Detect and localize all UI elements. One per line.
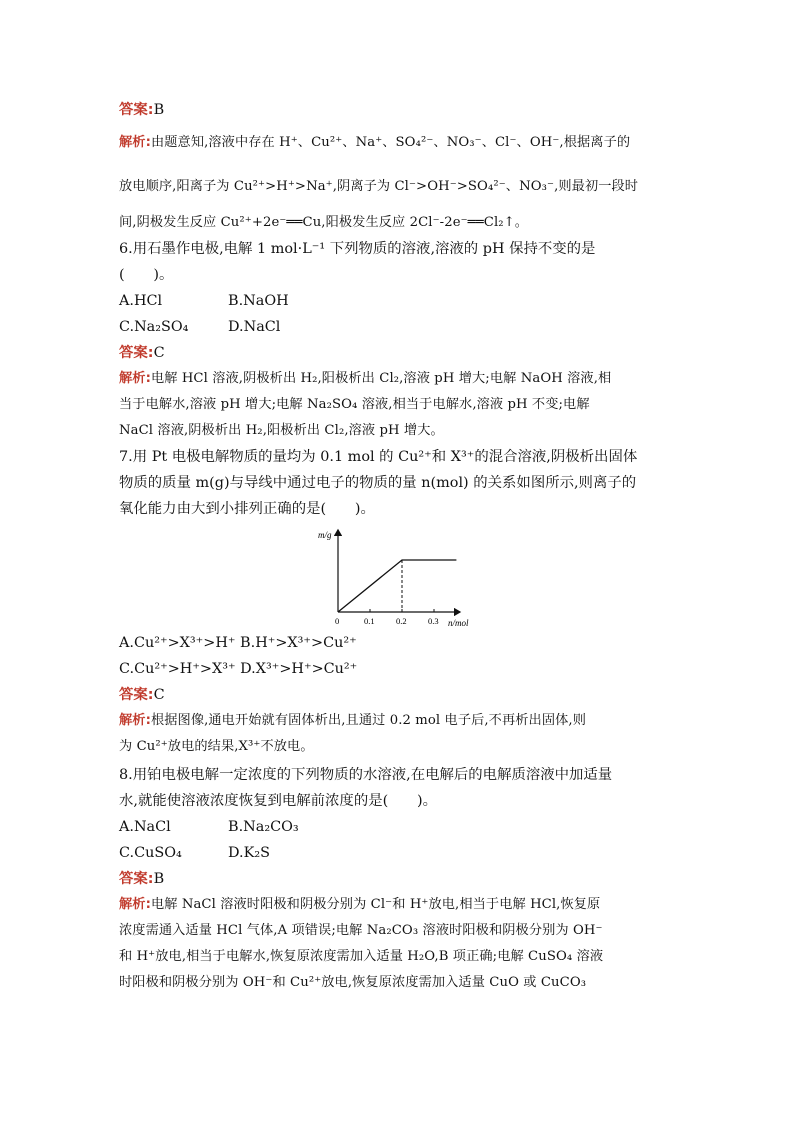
q7-analysis-line-1: 解析:根据图像,通电开始就有固体析出,且通过 0.2 mol 电子后,不再析出固体,则 bbox=[119, 713, 586, 728]
q7-stem-line-2: 物质的质量 m(g)与导线中通过电子的物质的量 n(mol) 的关系如图所示,则离子的 bbox=[119, 475, 637, 491]
answer-label: 答案 bbox=[119, 102, 148, 118]
q8-option-d: D.K₂S bbox=[228, 845, 270, 861]
analysis-label: 解析 bbox=[119, 135, 146, 150]
q8-answer-value: B bbox=[153, 871, 165, 887]
q6-answer-line: 答案:C bbox=[119, 345, 165, 361]
q6-option-a: A.HCl bbox=[119, 293, 163, 309]
q8-analysis-line-3: 和 H⁺放电,相当于电解水,恢复原浓度需加入适量 H₂O,B 项正确;电解 CuSO₄ 溶液 bbox=[119, 949, 604, 964]
x-axis-label: n/mol bbox=[448, 618, 469, 628]
q8-option-b: B.Na₂CO₃ bbox=[228, 819, 299, 835]
series-line bbox=[338, 560, 456, 612]
q5-analysis-line-3: 间,阴极发生反应 Cu²⁺+2e⁻══Cu,阳极发生反应 2Cl⁻-2e⁻══Cl₂↑。 bbox=[119, 215, 529, 230]
q6-stem-line-1: 6.用石墨作电极,电解 1 mol·L⁻¹ 下列物质的溶液,溶液的 pH 保持不变的是 bbox=[119, 241, 596, 257]
q8-answer-line: 答案:B bbox=[119, 871, 165, 887]
q8-stem-line-2: 水,就能使溶液浓度恢复到电解前浓度的是( )。 bbox=[119, 793, 438, 809]
q7-chart bbox=[310, 522, 490, 632]
q5-answer-value: B bbox=[153, 102, 165, 118]
q8-analysis-line-2: 浓度需通入适量 HCl 气体,A 项错误;电解 Na₂CO₃ 溶液时阳极和阴极分别为 OH⁻ bbox=[119, 923, 603, 938]
q7-stem-line-1: 7.用 Pt 电极电解物质的量均为 0.1 mol 的 Cu²⁺和 X³⁺的混合溶液,阴极析出固体 bbox=[119, 449, 638, 465]
q6-analysis-line-2: 当于电解水,溶液 pH 增大;电解 Na₂SO₄ 溶液,相当于电解水,溶液 pH 不变;电解 bbox=[119, 397, 590, 412]
q5-answer-line: 答案:B bbox=[119, 102, 165, 118]
q6-analysis-line-1: 解析:电解 HCl 溶液,阴极析出 H₂,阳极析出 Cl₂,溶液 pH 增大;电解 NaOH 溶液,相 bbox=[119, 371, 612, 386]
q6-answer-value: C bbox=[153, 345, 165, 361]
q7-options-line-2: C.Cu²⁺>H⁺>X³⁺ D.X³⁺>H⁺>Cu²⁺ bbox=[119, 661, 358, 677]
q8-option-a: A.NaCl bbox=[119, 819, 171, 835]
q8-analysis-line-4: 时阳极和阴极分别为 OH⁻和 Cu²⁺放电,恢复原浓度需加入适量 CuO 或 CuCO₃ bbox=[119, 975, 587, 990]
x-tick-label: 0.3 bbox=[428, 616, 439, 626]
q6-option-b: B.NaOH bbox=[228, 293, 289, 309]
q6-option-d: D.NaCl bbox=[228, 319, 281, 335]
q7-answer-line: 答案:C bbox=[119, 687, 165, 703]
x-tick-label: 0.2 bbox=[396, 616, 407, 626]
q5-analysis-line-1: 解析:由题意知,溶液中存在 H⁺、Cu²⁺、Na⁺、SO₄²⁻、NO₃⁻、Cl⁻、OH⁻,根据离子的 bbox=[119, 135, 631, 150]
q8-stem-line-1: 8.用铂电极电解一定浓度的下列物质的水溶液,在电解后的电解质溶液中加适量 bbox=[119, 767, 613, 783]
q6-analysis-line-3: NaCl 溶液,阴极析出 H₂,阳极析出 Cl₂,溶液 pH 增大。 bbox=[119, 423, 444, 438]
y-axis-label: m/g bbox=[318, 530, 332, 540]
x-tick-label: 0.1 bbox=[364, 616, 375, 626]
q6-stem-line-2: ( )。 bbox=[119, 267, 174, 283]
x-tick-label: 0 bbox=[335, 616, 340, 626]
q8-option-c: C.CuSO₄ bbox=[119, 845, 182, 861]
q7-options-line-1: A.Cu²⁺>X³⁺>H⁺ B.H⁺>X³⁺>Cu²⁺ bbox=[119, 635, 357, 651]
q8-analysis-line-1: 解析:电解 NaCl 溶液时阳极和阴极分别为 Cl⁻和 H⁺放电,相当于电解 HCl,恢复原 bbox=[119, 897, 601, 912]
q6-option-c: C.Na₂SO₄ bbox=[119, 319, 189, 335]
q7-answer-value: C bbox=[153, 687, 165, 703]
q7-analysis-line-2: 为 Cu²⁺放电的结果,X³⁺不放电。 bbox=[119, 739, 314, 754]
q5-analysis-line-2: 放电顺序,阳离子为 Cu²⁺>H⁺>Na⁺,阴离子为 Cl⁻>OH⁻>SO₄²⁻、NO₃⁻,则最初一段时 bbox=[119, 179, 639, 194]
q7-stem-line-3: 氧化能力由大到小排列正确的是( )。 bbox=[119, 501, 375, 517]
